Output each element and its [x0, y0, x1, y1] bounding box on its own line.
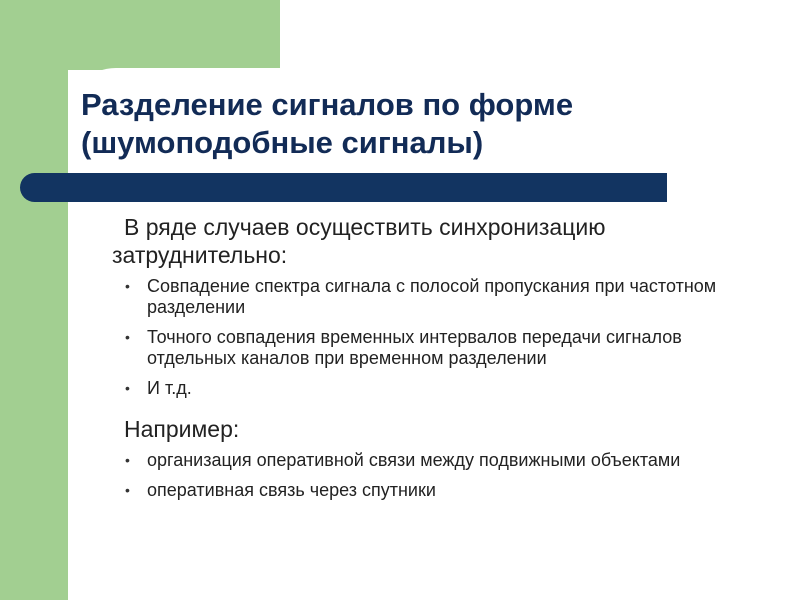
intro-text: В ряде случаев осуществить синхронизацию затруднительно:	[112, 214, 606, 268]
list-item: • И т.д.	[112, 378, 752, 399]
difficulties-list	[112, 276, 752, 399]
list-item: • оперативная связь через спутники	[112, 480, 752, 501]
examples-list	[112, 450, 752, 501]
slide-title	[81, 86, 721, 162]
example-heading: Например:	[124, 416, 240, 442]
list-item: • организация оперативной связи между подвижными объектами	[112, 450, 752, 471]
list-item: • Точного совпадения временных интервалов передачи сигналов отдельных каналов при временном разделении	[112, 327, 752, 369]
title-line-1: Разделение сигналов по форме	[81, 87, 574, 122]
list-item: • Совпадение спектра сигнала с полосой пропускания при частотном разделении	[112, 276, 752, 318]
green-side-band	[0, 0, 68, 600]
title-divider-bar	[20, 173, 667, 202]
green-top-band	[0, 0, 280, 70]
title-line-2: (шумоподобные сигналы)	[81, 125, 484, 160]
slide-body	[112, 213, 752, 510]
